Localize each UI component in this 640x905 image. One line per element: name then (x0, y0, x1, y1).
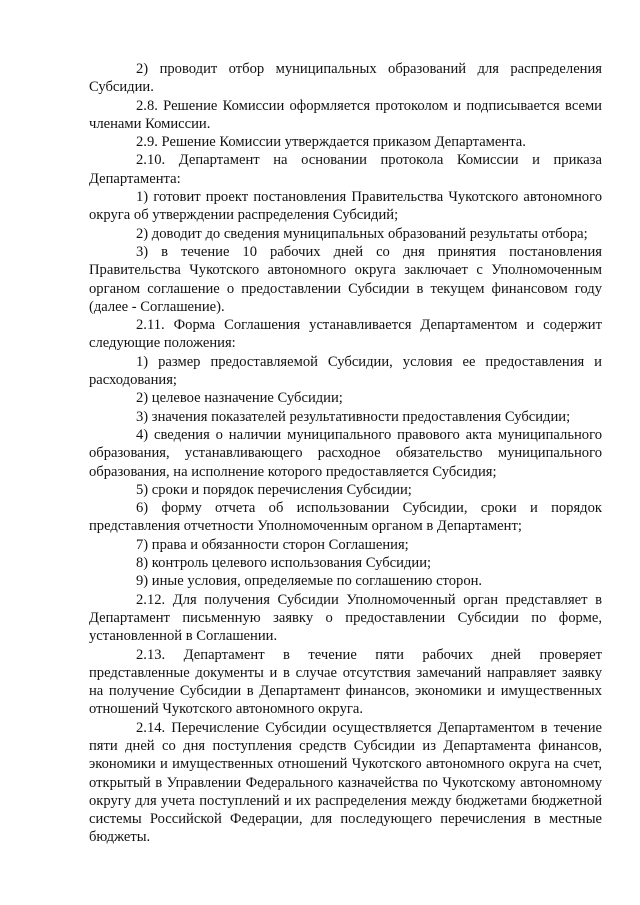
paragraph-2-12: 2.12. Для получения Субсидии Уполномоченный орган представляет в Департамент письменную заявку о предоставлении Субсидии по форме, установленной в Соглашении. (89, 591, 602, 645)
paragraph-2-11: 2.11. Форма Соглашения устанавливается Департаментом и содержит следующие положения: (89, 317, 602, 352)
paragraph-2-9: 2.9. Решение Комиссии утверждается приказом Департамента. (136, 134, 526, 151)
paragraph-2-11-item-2: 2) целевое назначение Субсидии; (136, 390, 343, 407)
paragraph-2-10-item-3: 3) в течение 10 рабочих дней со дня принятия постановления Правительства Чукотского автономного округа заключает с Уполномоченным органом соглашение о предоставлении Субсидии в текущем финансовом году (далее - Соглашение). (89, 243, 602, 315)
paragraph-2-11-item-3: 3) значения показателей результативности предоставления Субсидии; (136, 408, 571, 425)
paragraph-2-10-item-2: 2) доводит до сведения муниципальных образований результаты отбора; (136, 225, 588, 242)
paragraph-2-14: 2.14. Перечисление Субсидии осуществляется Департаментом в течение пяти дней со дня поступления средств Субсидии из Департамента финансов, экономики и имущественных отношений Чукотского автономного округа на счет, открытый в Управлении Федерального казначейства по Чукотскому автономному округу для учета поступлений и их распределения между бюджетами бюджетной системы Российской Федерации, для последующего перечисления в местные бюджеты. (89, 719, 602, 846)
paragraph-2-11-item-6: 6) форму отчета об использовании Субсидии, сроки и порядок представления отчетности Уполномоченным органом в Департамент; (89, 500, 602, 535)
paragraph-item-2: 2) проводит отбор муниципальных образований для распределения Субсидии. (89, 61, 602, 96)
paragraph-2-11-item-8: 8) контроль целевого использования Субсидии; (136, 555, 432, 572)
paragraph-2-11-item-9: 9) иные условия, определяемые по соглашению сторон. (136, 573, 483, 590)
paragraph-2-13: 2.13. Департамент в течение пяти рабочих дней проверяет представленные документы и в случае отсутствия замечаний направляет заявку на получение Субсидии в Департамент финансов, экономики и имущественных отношений Чукотского автономного округа. (89, 646, 602, 718)
paragraph-2-10-item-1: 1) готовит проект постановления Правительства Чукотского автономного округа об утверждении распределения Субсидий; (89, 189, 602, 224)
paragraph-2-11-item-1: 1) размер предоставляемой Субсидии, условия ее предоставления и расходования; (89, 353, 602, 389)
paragraph-2-11-item-5: 5) сроки и порядок перечисления Субсидии; (136, 481, 412, 498)
paragraph-2-11-item-7: 7) права и обязанности сторон Соглашения; (136, 536, 409, 553)
paragraph-2-8: 2.8. Решение Комиссии оформляется протоколом и подписывается всеми членами Комиссии. (89, 97, 602, 132)
paragraph-2-11-item-4: 4) сведения о наличии муниципального правового акта муниципального образования, устанавливающего расходное обязательство муниципального образования, на исполнение которого предоставляется Субсидия; (89, 426, 602, 480)
paragraph-2-10: 2.10. Департамент на основании протокола Комиссии и приказа Департамента: (89, 152, 602, 187)
document-page (89, 60, 602, 847)
